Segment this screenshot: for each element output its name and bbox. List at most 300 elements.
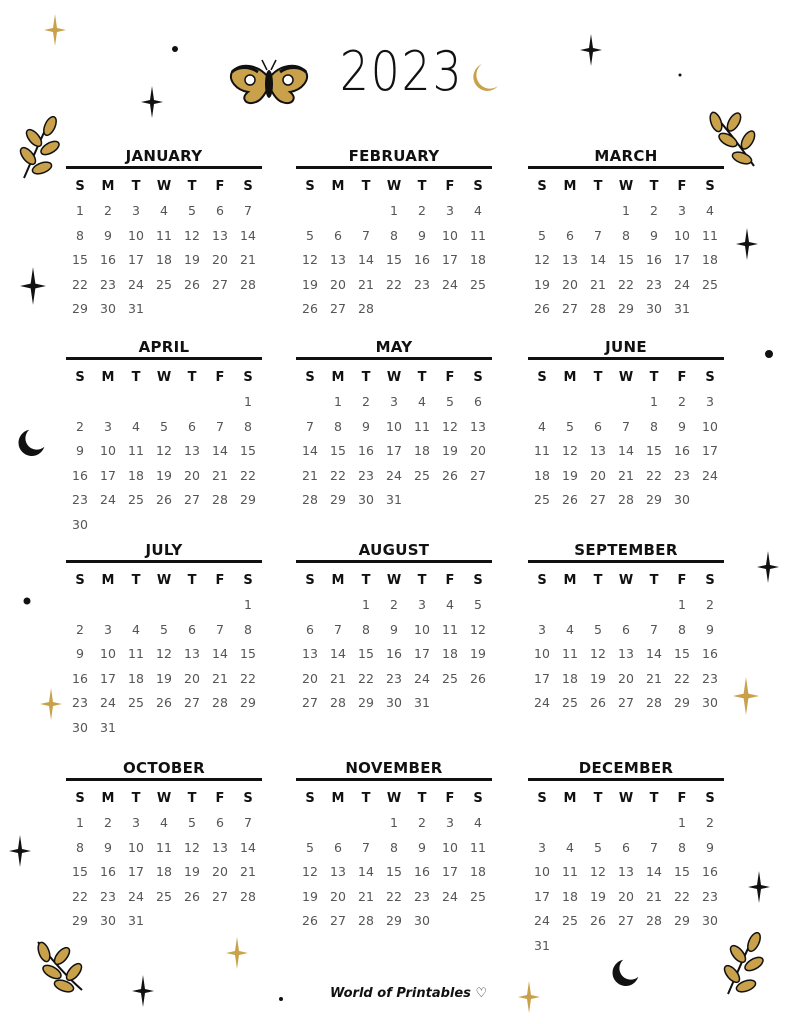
day-number: 4	[474, 815, 482, 830]
month-divider	[66, 357, 262, 360]
sparkle-icon	[141, 86, 163, 118]
weekday-label: S	[305, 370, 315, 385]
weekday-label: M	[563, 370, 577, 385]
day-number: 6	[566, 227, 574, 243]
month-name: MARCH	[594, 147, 658, 165]
month-september	[528, 540, 724, 716]
day-number: 16	[702, 864, 718, 879]
day-number: 7	[244, 203, 252, 218]
day-number: 12	[534, 252, 550, 267]
day-number: 3	[538, 621, 546, 637]
month-july	[66, 540, 262, 740]
weekday-label: S	[75, 370, 85, 385]
day-number: 23	[358, 467, 374, 483]
month-name: APRIL	[138, 338, 190, 356]
sparkle-icon	[44, 14, 66, 46]
weekday-label: T	[131, 179, 141, 194]
empty-day	[528, 811, 556, 836]
day-number: 21	[646, 888, 662, 904]
weekday-label: W	[156, 370, 172, 385]
weekday-label: S	[473, 791, 483, 806]
weekday-label: M	[101, 791, 115, 806]
day-number: 22	[674, 670, 690, 686]
day-number: 9	[706, 839, 714, 855]
day-number: 7	[362, 227, 370, 243]
day-number: 20	[212, 864, 228, 879]
day-number: 29	[72, 913, 88, 928]
day-number: 3	[706, 394, 714, 409]
day-number: 26	[590, 913, 606, 928]
day-number: 22	[618, 276, 634, 292]
day-number: 16	[72, 467, 88, 483]
day-number: 30	[702, 695, 718, 710]
day-number: 9	[76, 646, 84, 661]
day-number: 6	[594, 418, 602, 434]
day-number: 30	[72, 516, 88, 532]
day-number: 3	[446, 815, 454, 830]
day-grid	[66, 366, 262, 537]
day-number: 11	[562, 646, 578, 661]
day-number: 4	[538, 418, 546, 434]
weekday-label: F	[677, 791, 687, 806]
empty-day	[66, 593, 94, 618]
day-number: 1	[390, 815, 398, 830]
day-number: 28	[358, 301, 374, 316]
day-number: 2	[76, 418, 84, 434]
crescent-moon-icon	[610, 956, 644, 990]
day-number: 31	[128, 913, 144, 928]
day-number: 7	[594, 227, 602, 243]
day-number: 25	[470, 276, 486, 292]
weekday-label: S	[473, 370, 483, 385]
weekday-label: M	[563, 791, 577, 806]
dot-icon	[171, 45, 179, 53]
day-number: 2	[706, 597, 714, 612]
day-number: 27	[184, 695, 200, 710]
day-number: 6	[334, 227, 342, 243]
day-number: 27	[302, 695, 318, 710]
day-number: 21	[358, 888, 374, 904]
day-number: 30	[414, 913, 430, 928]
day-number: 8	[390, 839, 398, 855]
weekday-label: S	[705, 370, 715, 385]
day-number: 3	[678, 203, 686, 218]
day-number: 27	[330, 301, 346, 316]
day-number: 1	[622, 203, 630, 218]
sparkle-icon	[580, 34, 602, 66]
day-grid	[528, 787, 724, 958]
day-number: 31	[100, 719, 116, 735]
day-number: 3	[446, 203, 454, 218]
weekday-label: W	[618, 370, 634, 385]
weekday-label: W	[386, 179, 402, 194]
day-number: 24	[442, 888, 458, 904]
weekday-label: W	[618, 179, 634, 194]
weekday-label: T	[593, 573, 603, 588]
day-number: 25	[442, 670, 458, 686]
month-march	[528, 146, 724, 322]
empty-day	[584, 593, 612, 618]
day-number: 6	[306, 621, 314, 637]
weekday-label: M	[331, 791, 345, 806]
weekday-label: M	[331, 179, 345, 194]
leaf-branch-icon	[34, 938, 86, 994]
day-number: 1	[678, 597, 686, 612]
day-number: 30	[72, 719, 88, 735]
day-number: 3	[132, 815, 140, 830]
day-number: 18	[534, 467, 550, 483]
day-number: 6	[622, 839, 630, 855]
month-divider	[296, 166, 492, 169]
day-number: 22	[386, 276, 402, 292]
day-grid	[296, 175, 492, 322]
day-number: 6	[622, 621, 630, 637]
weekday-label: S	[537, 573, 547, 588]
month-november	[296, 758, 492, 934]
day-number: 18	[156, 252, 172, 267]
day-number: 20	[330, 888, 346, 904]
dot-icon	[764, 349, 774, 359]
day-number: 15	[72, 252, 88, 267]
empty-day	[528, 199, 556, 224]
day-number: 24	[128, 888, 144, 904]
day-number: 8	[678, 621, 686, 637]
day-number: 5	[594, 621, 602, 637]
day-number: 24	[100, 492, 116, 507]
day-number: 13	[618, 864, 634, 879]
empty-day	[324, 593, 352, 618]
day-number: 15	[240, 443, 256, 458]
weekday-label: F	[215, 179, 225, 194]
sparkle-icon	[757, 550, 779, 584]
day-number: 20	[618, 670, 634, 686]
empty-day	[352, 811, 380, 836]
weekday-label: M	[101, 179, 115, 194]
month-divider	[296, 357, 492, 360]
day-number: 27	[212, 276, 228, 292]
day-number: 14	[302, 443, 318, 458]
day-number: 22	[646, 467, 662, 483]
empty-day	[296, 811, 324, 836]
day-number: 17	[534, 888, 550, 904]
day-number: 28	[302, 492, 318, 507]
month-may	[296, 337, 492, 513]
day-number: 16	[100, 864, 116, 879]
day-number: 2	[418, 815, 426, 830]
day-number: 10	[674, 227, 690, 243]
day-number: 26	[302, 913, 318, 928]
day-number: 7	[216, 621, 224, 637]
day-number: 4	[132, 621, 140, 637]
month-divider	[528, 357, 724, 360]
weekday-label: S	[243, 179, 253, 194]
day-number: 29	[674, 695, 690, 710]
day-number: 13	[562, 252, 578, 267]
day-number: 15	[330, 443, 346, 458]
empty-day	[584, 811, 612, 836]
weekday-label: F	[677, 573, 687, 588]
day-number: 17	[534, 670, 550, 686]
sparkle-icon	[20, 266, 46, 306]
day-number: 12	[590, 864, 606, 879]
day-grid	[528, 569, 724, 716]
day-number: 17	[100, 670, 116, 686]
empty-day	[178, 390, 206, 415]
day-number: 1	[334, 394, 342, 409]
empty-day	[94, 390, 122, 415]
sparkle-icon	[518, 980, 540, 1014]
day-number: 23	[702, 888, 718, 904]
weekday-label: T	[131, 573, 141, 588]
day-number: 15	[646, 443, 662, 458]
day-number: 9	[418, 839, 426, 855]
day-number: 19	[590, 670, 606, 686]
day-number: 29	[646, 492, 662, 507]
day-number: 9	[104, 839, 112, 855]
empty-day	[352, 199, 380, 224]
day-number: 31	[674, 301, 690, 316]
empty-day	[206, 390, 234, 415]
day-number: 17	[386, 443, 402, 458]
day-number: 20	[618, 888, 634, 904]
day-number: 16	[646, 252, 662, 267]
day-number: 15	[386, 864, 402, 879]
day-number: 4	[446, 597, 454, 612]
day-number: 7	[216, 418, 224, 434]
day-number: 26	[442, 467, 458, 483]
day-number: 4	[566, 621, 574, 637]
weekday-label: S	[75, 791, 85, 806]
day-number: 11	[702, 227, 718, 243]
empty-day	[556, 199, 584, 224]
day-number: 17	[128, 252, 144, 267]
day-number: 11	[414, 418, 430, 434]
day-number: 5	[306, 839, 314, 855]
weekday-label: S	[705, 573, 715, 588]
dot-icon	[677, 72, 683, 78]
month-name: AUGUST	[358, 541, 430, 559]
day-number: 10	[442, 227, 458, 243]
weekday-label: W	[618, 791, 634, 806]
day-number: 11	[156, 227, 172, 243]
day-number: 12	[470, 621, 486, 637]
day-number: 8	[244, 418, 252, 434]
empty-day	[66, 390, 94, 415]
day-number: 3	[104, 621, 112, 637]
day-number: 2	[104, 203, 112, 218]
moth-icon	[228, 56, 310, 106]
weekday-label: S	[75, 179, 85, 194]
empty-day	[640, 593, 668, 618]
day-number: 9	[362, 418, 370, 434]
day-number: 1	[76, 815, 84, 830]
day-number: 19	[562, 467, 578, 483]
sparkle-icon	[748, 870, 770, 904]
day-number: 14	[358, 864, 374, 879]
day-number: 5	[474, 597, 482, 612]
day-number: 28	[646, 695, 662, 710]
day-number: 31	[128, 301, 144, 316]
day-number: 26	[562, 492, 578, 507]
empty-day	[528, 390, 556, 415]
day-number: 2	[76, 621, 84, 637]
day-number: 19	[590, 888, 606, 904]
day-number: 13	[470, 418, 486, 434]
weekday-label: T	[187, 573, 197, 588]
month-name: NOVEMBER	[345, 759, 443, 777]
heart-icon: ♡	[475, 986, 488, 1001]
day-number: 18	[414, 443, 430, 458]
day-number: 14	[240, 839, 256, 855]
day-number: 12	[302, 864, 318, 879]
day-number: 8	[650, 418, 658, 434]
day-number: 5	[538, 227, 546, 243]
year-title: 2023	[339, 40, 464, 103]
day-number: 22	[386, 888, 402, 904]
day-number: 29	[618, 301, 634, 316]
day-number: 16	[358, 443, 374, 458]
day-number: 23	[72, 695, 88, 710]
day-number: 30	[646, 301, 662, 316]
day-number: 11	[128, 443, 144, 458]
day-number: 1	[362, 597, 370, 612]
day-number: 30	[702, 913, 718, 928]
weekday-label: W	[386, 573, 402, 588]
day-number: 20	[330, 276, 346, 292]
day-number: 19	[156, 467, 172, 483]
day-number: 29	[72, 301, 88, 316]
day-number: 7	[334, 621, 342, 637]
day-number: 28	[358, 913, 374, 928]
day-number: 9	[390, 621, 398, 637]
day-grid	[296, 366, 492, 513]
day-number: 10	[128, 839, 144, 855]
day-number: 12	[302, 252, 318, 267]
day-grid	[66, 787, 262, 934]
day-number: 2	[104, 815, 112, 830]
day-number: 28	[618, 492, 634, 507]
day-number: 22	[240, 467, 256, 483]
weekday-label: T	[417, 179, 427, 194]
day-number: 27	[184, 492, 200, 507]
day-number: 14	[646, 646, 662, 661]
weekday-label: T	[593, 791, 603, 806]
day-number: 15	[240, 646, 256, 661]
empty-day	[612, 390, 640, 415]
day-number: 20	[212, 252, 228, 267]
day-number: 5	[446, 394, 454, 409]
day-number: 26	[156, 492, 172, 507]
day-number: 20	[562, 276, 578, 292]
day-number: 13	[302, 646, 318, 661]
day-number: 19	[534, 276, 550, 292]
day-number: 25	[470, 888, 486, 904]
empty-day	[612, 593, 640, 618]
empty-day	[640, 811, 668, 836]
day-number: 1	[76, 203, 84, 218]
day-number: 19	[156, 670, 172, 686]
day-number: 26	[156, 695, 172, 710]
day-number: 15	[674, 646, 690, 661]
weekday-label: S	[305, 791, 315, 806]
month-august	[296, 540, 492, 716]
empty-day	[556, 593, 584, 618]
day-number: 1	[244, 394, 252, 409]
weekday-label: M	[101, 370, 115, 385]
day-number: 23	[100, 276, 116, 292]
day-number: 23	[674, 467, 690, 483]
weekday-label: S	[243, 573, 253, 588]
weekday-label: F	[215, 791, 225, 806]
weekday-label: M	[563, 573, 577, 588]
empty-day	[94, 593, 122, 618]
weekday-label: W	[386, 370, 402, 385]
day-number: 7	[622, 418, 630, 434]
day-number: 11	[442, 621, 458, 637]
weekday-label: W	[618, 573, 634, 588]
day-number: 18	[128, 467, 144, 483]
day-number: 19	[184, 252, 200, 267]
day-number: 10	[128, 227, 144, 243]
day-number: 8	[76, 227, 84, 243]
day-number: 30	[386, 695, 402, 710]
day-number: 19	[442, 443, 458, 458]
weekday-label: S	[537, 791, 547, 806]
day-number: 9	[678, 418, 686, 434]
day-number: 2	[362, 394, 370, 409]
month-name: DECEMBER	[578, 759, 674, 777]
day-number: 21	[618, 467, 634, 483]
day-number: 13	[184, 443, 200, 458]
day-number: 18	[702, 252, 718, 267]
footer-text: World of Printables	[330, 986, 471, 1001]
day-number: 9	[104, 227, 112, 243]
day-number: 17	[702, 443, 718, 458]
day-number: 13	[618, 646, 634, 661]
day-number: 25	[562, 695, 578, 710]
sparkle-icon	[132, 974, 154, 1008]
day-number: 13	[330, 252, 346, 267]
weekday-label: S	[537, 179, 547, 194]
day-number: 16	[702, 646, 718, 661]
empty-day	[296, 390, 324, 415]
day-number: 29	[358, 695, 374, 710]
day-number: 6	[216, 815, 224, 830]
day-number: 2	[390, 597, 398, 612]
day-number: 22	[674, 888, 690, 904]
day-number: 24	[100, 695, 116, 710]
day-number: 31	[534, 937, 550, 953]
day-number: 20	[184, 670, 200, 686]
day-number: 7	[362, 839, 370, 855]
day-number: 16	[414, 864, 430, 879]
empty-day	[296, 593, 324, 618]
day-number: 24	[674, 276, 690, 292]
day-number: 14	[618, 443, 634, 458]
day-number: 25	[128, 695, 144, 710]
day-number: 7	[244, 815, 252, 830]
day-number: 20	[590, 467, 606, 483]
weekday-label: F	[445, 791, 455, 806]
day-number: 31	[414, 695, 430, 710]
day-number: 29	[240, 492, 256, 507]
weekday-label: T	[649, 370, 659, 385]
day-number: 11	[534, 443, 550, 458]
day-number: 24	[534, 695, 550, 710]
sparkle-icon	[40, 688, 62, 720]
day-number: 2	[678, 394, 686, 409]
day-number: 19	[302, 888, 318, 904]
